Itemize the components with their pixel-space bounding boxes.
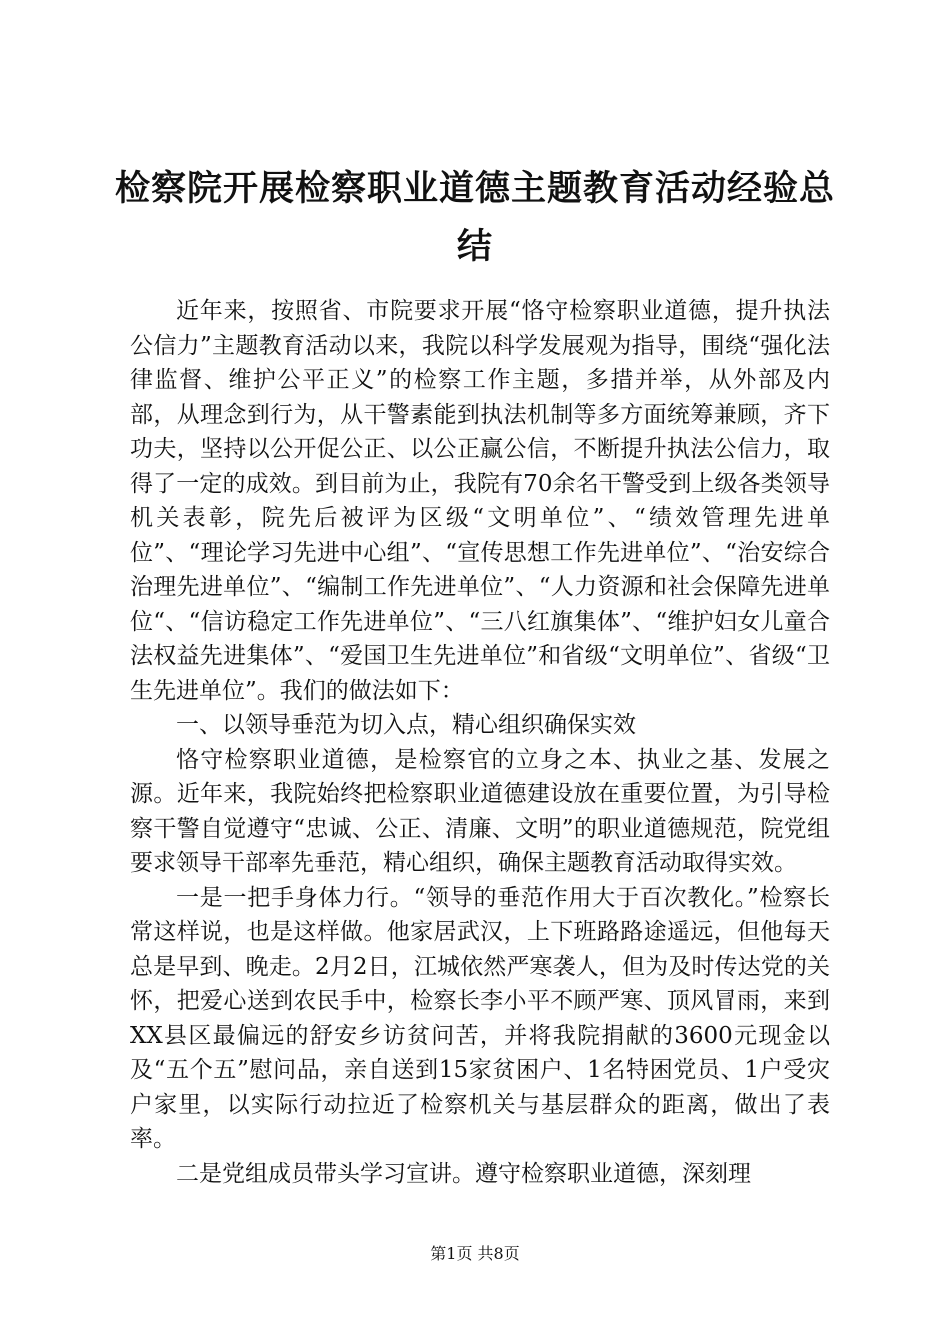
body-paragraph-point-2: 二是党组成员带头学习宣讲。遵守检察职业道德，深刻理 (176, 1160, 751, 1187)
document-body (130, 294, 830, 1191)
body-paragraph-section-1: 恪守检察职业道德，是检察官的立身之本、执业之基、发展之源。近年来，我院始终把检察职业道德建设放在重要位置，为引导检察干警自觉遵守“忠诚、公正、清廉、文明”的职业道德规范，院党组要求领导干部率先垂范，精心组织，确保主题教育活动取得实效。 (130, 746, 830, 876)
body-paragraph-point-1: 一是一把手身体力行。“领导的垂范作用大于百次教化。”检察长常这样说，也是这样做。他家居武汉，上下班路路途遥远，但他每天总是早到、晚走。2月2日，江城依然严寒袭人，但为及时传达党的关怀，把爱心送到农民手中，检察长李小平不顾严寒、顶风冒雨，来到XX县区最偏远的舒安乡访贫问苦，并将我院捐献的3600元现金以及“五个五”慰问品，亲自送到15家贫困户、1名特困党员、1户受灾户家里，以实际行动拉近了检察机关与基层群众的距离，做出了表率。 (130, 884, 830, 1152)
page-footer (0, 1244, 950, 1264)
page-number: 第1页 共8页 (430, 1244, 520, 1263)
document-title: 检察院开展检察职业道德主题教育活动经验总结 (114, 168, 835, 267)
section-heading-1: 一、以领导垂范为切入点，精心组织确保实效 (176, 712, 636, 738)
body-paragraph-intro: 近年来，按照省、市院要求开展“恪守检察职业道德，提升执法公信力”主题教育活动以来，我院以科学发展观为指导，围绕“强化法律监督、维护公平正义”的检察工作主题，多措并举，从外部及内部，从理念到行为，从干警素能到执法机制等多方面统筹兼顾，齐下功夫，坚持以公开促公正、以公正赢公信，不断提升执法公信力，取得了一定的成效。到目前为止，我院有70余名干警受到上级各类领导机关表彰，院先后被评为区级“文明单位”、“绩效管理先进单位”、“理论学习先进中心组”、“宣传思想工作先进单位”、“治安综合治理先进单位”、“编制工作先进单位”、“人力资源和社会保障先进单位“、“信访稳定工作先进单位”、“三八红旗集体”、“维护妇女儿童合法权益先进集体”、“爱国卫生先进单位”和省级“文明单位”、省级“卫生先进单位”。我们的做法如下： (130, 298, 830, 704)
